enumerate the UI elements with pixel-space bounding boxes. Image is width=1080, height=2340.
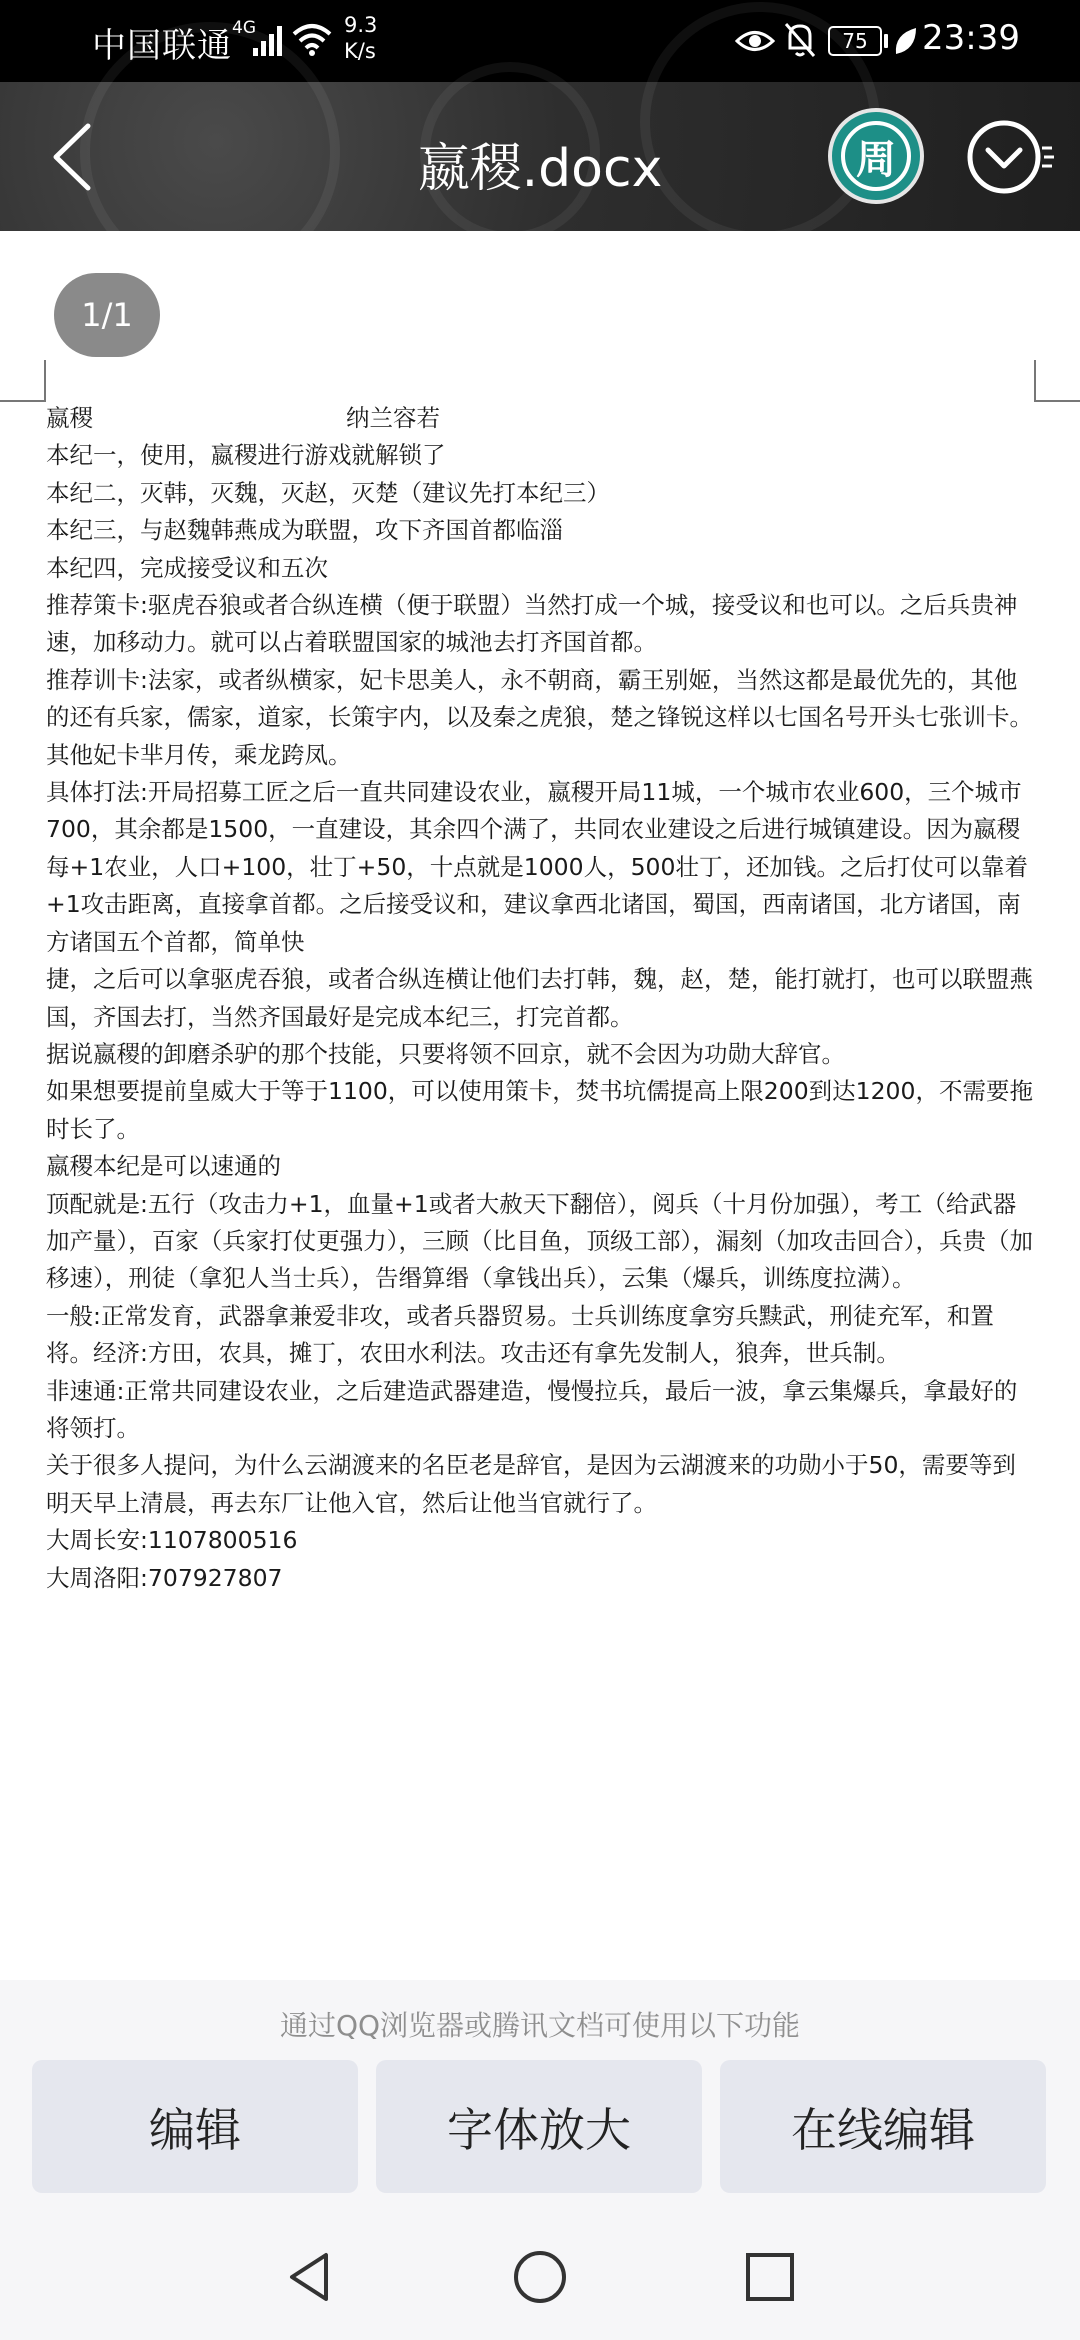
paragraph: 本纪四，完成接受议和五次	[46, 553, 328, 582]
crop-mark-left	[0, 400, 44, 402]
paragraph: 本纪一，使用，嬴稷进行游戏就解锁了	[46, 441, 446, 470]
crop-mark-right	[1034, 360, 1036, 402]
document-heading	[46, 400, 1036, 437]
heading-author: 纳兰容若	[346, 404, 440, 432]
system-nav-bar	[0, 2215, 1080, 2340]
paragraph: 关于很多人提问，为什么云湖渡来的名臣老是辞官，是因为云湖渡来的功勋小于50，需要等到明天早上清晨，再去东厂让他入官，然后让他当官就行了。	[46, 1451, 1016, 1517]
paragraph: 如果想要提前皇威大于等于1100，可以使用策卡，焚书坑儒提高上限200到达1200，不需要拖时长了。	[46, 1077, 1033, 1143]
font-enlarge-button[interactable]: 字体放大	[376, 2060, 702, 2193]
paragraph: 顶配就是:五行（攻击力+1，血量+1或者大赦天下翻倍），阅兵（十月份加强），考工（给武器加产量），百家（兵家打仗更强力），三顾（比目鱼，顶级工部），漏刻（加攻击回合），兵贵（加移速），刑徒（拿犯人当士兵），告缗算缗（拿钱出兵），云集（爆兵，训练度拉满）。	[46, 1189, 1033, 1293]
chevron-down-menu-icon[interactable]	[960, 112, 1056, 202]
feature-hint: 通过QQ浏览器或腾讯文档可使用以下功能	[279, 2009, 801, 2042]
online-edit-button[interactable]: 在线编辑	[720, 2060, 1046, 2193]
carrier-label: 中国联通	[92, 26, 232, 66]
nav-recents-icon[interactable]	[740, 2247, 800, 2307]
heading-title: 嬴稷	[46, 404, 93, 432]
battery-tip	[884, 34, 888, 48]
speed-unit: K/s	[344, 39, 376, 63]
paragraph: 推荐训卡:法家，或者纵横家，妃卡思美人，永不朝商，霸王别姬，当然这都是最优先的，其他的还有兵家，儒家，道家，长策宇内，以及秦之虎狼，楚之锋锐这样以七国名号开头七张训卡。其他妃卡芈月传，乘龙跨凤。	[46, 665, 1033, 769]
avatar-char: 周	[841, 121, 911, 191]
wifi-icon	[292, 22, 332, 56]
clock: 23:39	[922, 18, 1020, 58]
battery-level: 75	[842, 29, 868, 53]
document-title: 嬴稷.docx	[417, 139, 663, 199]
page-indicator: 1/1	[54, 273, 160, 357]
avatar[interactable]	[828, 108, 924, 204]
document-viewer[interactable]	[0, 231, 1080, 1981]
network-speed	[344, 12, 377, 64]
paragraph: 具体打法:开局招募工匠之后一直共同建设农业，嬴稷开局11城，一个城市农业600，三个城市700，其余都是1500，一直建设，其余四个满了，共同农业建设之后进行城镇建设。因为嬴稷每+1农业，人口+100，壮丁+50，十点就是1000人，500壮丁，还加钱。之后打仗可以靠着+1攻击距离，直接拿首都。之后接受议和，建议拿西北诸国，蜀国，西南诸国，北方诸国，南方诸国五个首都，简单快	[46, 778, 1028, 956]
paragraph: 本纪三，与赵魏韩燕成为联盟，攻下齐国首都临淄	[46, 516, 563, 545]
paragraph: 嬴稷本纪是可以速通的	[46, 1152, 281, 1181]
paragraph: 大周长安:1107800516	[46, 1526, 298, 1555]
paragraph: 捷，之后可以拿驱虎吞狼，或者合纵连横让他们去打韩，魏，赵，楚，能打就打，也可以联盟燕国，齐国去打，当然齐国最好是完成本纪三，打完首都。	[46, 965, 1033, 1031]
speed-value: 9.3	[344, 13, 378, 37]
paragraph: 本纪二，灭韩，灭魏，灭赵，灭楚（建议先打本纪三）	[46, 478, 610, 507]
paragraph: 推荐策卡:驱虎吞狼或者合纵连横（便于联盟）当然打成一个城，接受议和也可以。之后兵贵神速，加移动力。就可以占着联盟国家的城池去打齐国首都。	[46, 591, 1018, 657]
paragraph: 大周洛阳:707927807	[46, 1563, 283, 1592]
paragraph: 非速通:正常共同建设农业，之后建造武器建造，慢慢拉兵，最后一波，拿云集爆兵，拿最好的将领打。	[46, 1376, 1018, 1442]
leaf-icon	[892, 24, 918, 58]
document-body	[46, 400, 1036, 1597]
network-type: 4G	[232, 18, 256, 38]
nav-back-icon[interactable]	[280, 2247, 340, 2307]
crop-mark-right	[1034, 400, 1080, 402]
paragraph: 据说嬴稷的卸磨杀驴的那个技能，只要将领不回京，就不会因为功勋大辞官。	[46, 1039, 845, 1068]
crop-mark-left	[44, 360, 46, 402]
title-bar	[0, 82, 1080, 231]
nav-home-icon[interactable]	[510, 2247, 570, 2307]
paragraph: 一般:正常发育，武器拿兼爱非攻，或者兵器贸易。士兵训练度拿穷兵黩武，刑徒充军，和置将。经济:方田，农具，摊丁，农田水利法。攻击还有拿先发制人，狼奔，世兵制。	[46, 1301, 994, 1368]
edit-button[interactable]: 编辑	[32, 2060, 358, 2193]
